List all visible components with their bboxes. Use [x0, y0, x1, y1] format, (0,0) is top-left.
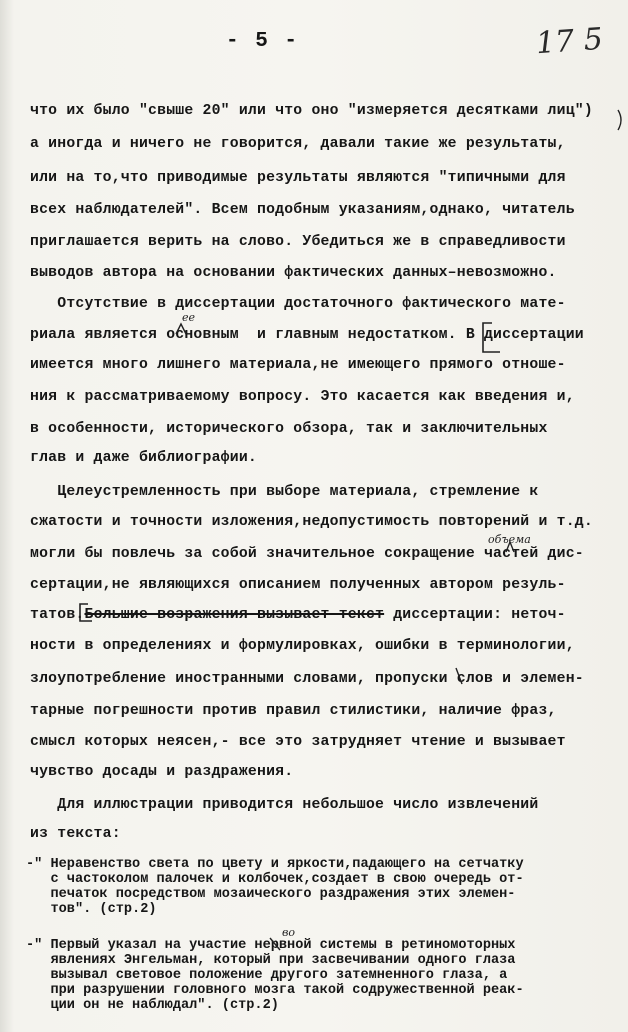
quote-line: -" Неравенство света по цвету и яркости,падающего на сетчатку	[26, 857, 524, 872]
text-line: могли бы повлечь за собой значительное сокращение частей дис-	[30, 546, 584, 562]
text-line: что их было "свыше 20" или что оно "измеряется десятками лиц")	[30, 103, 593, 119]
quote-line: при разрушении головного мозга такой содружественной реак-	[26, 983, 524, 998]
struck-text: Большие возражения вызывает текст	[84, 607, 385, 623]
text-line: глав и даже библиографии.	[30, 450, 257, 466]
text-line: Отсутствие в диссертации достаточного фактического мате-	[30, 296, 566, 312]
bracket-mark	[618, 110, 621, 130]
text-line: приглашается верить на слово. Убедиться же в справедливости	[30, 234, 566, 250]
text-fragment: диссертации: неточ-	[384, 607, 566, 623]
quote-line: ции он не наблюдал". (стр.2)	[26, 998, 279, 1013]
text-line: чувство досады и раздражения.	[30, 764, 294, 780]
text-line: злоупотребление иностранными словами, пропуски слов и элемен-	[30, 671, 584, 687]
text-line: сертации,не являющихся описанием полученных автором резуль-	[30, 577, 566, 593]
text-line: в особенности, исторического обзора, так и заключительных	[30, 421, 548, 437]
text-line: тарные погрешности против правил стилистики, наличие фраз,	[30, 703, 557, 719]
quote-line: тов". (стр.2)	[26, 902, 157, 917]
quote-line: с частоколом палочек и колбочек,создает в свою очередь от-	[26, 872, 524, 887]
quote-line: печаток посредством мозаического раздражения этих элемен-	[26, 887, 516, 902]
text-line: ности в определениях и формулировках, ошибки в терминологии,	[30, 638, 575, 654]
text-line: выводов автора на основании фактических данных–невозможно.	[30, 265, 557, 281]
text-line: риала является основным и главным недостатком. В диссертации	[30, 327, 584, 343]
text-line: ния к рассматриваемому вопросу. Это касается как введения и,	[30, 389, 575, 405]
text-line	[30, 607, 566, 623]
text-line: имеется много лишнего материала,не имеющего прямого отноше-	[30, 357, 566, 373]
text-line: всех наблюдателей". Всем подобным указаниям,однако, читатель	[30, 202, 575, 218]
handwritten-insertion: во	[282, 926, 296, 939]
page-number: - 5 -	[226, 30, 300, 53]
text-line: Целеустремленность при выборе материала, стремление к	[30, 484, 539, 500]
handwritten-page-number: 17 5	[534, 21, 604, 62]
handwritten-insertion: объема	[488, 533, 531, 546]
text-line: сжатости и точности изложения,недопустимость повторений и т.д.	[30, 514, 593, 530]
quote-line: -" Первый указал на участие нервной системы в ретиномоторных	[26, 938, 516, 953]
handwritten-insertion: ее	[182, 311, 196, 324]
text-line: смысл которых неясен,- все это затрудняет чтение и вызывает	[30, 734, 566, 750]
text-line: или на то,что приводимые результаты являются "типичными для	[30, 170, 566, 186]
text-fragment: татов.	[30, 607, 85, 623]
text-line: а иногда и ничего не говорится, давали такие же результаты,	[30, 136, 566, 152]
quote-line: вызывал световое положение другого затемненного глаза, а	[26, 968, 508, 983]
quote-line: явлениях Энгельман, который при засвечивании одного глаза	[26, 953, 516, 968]
text-line: Для иллюстрации приводится небольшое число извлечений	[30, 797, 539, 813]
text-line: из текста:	[30, 826, 121, 842]
